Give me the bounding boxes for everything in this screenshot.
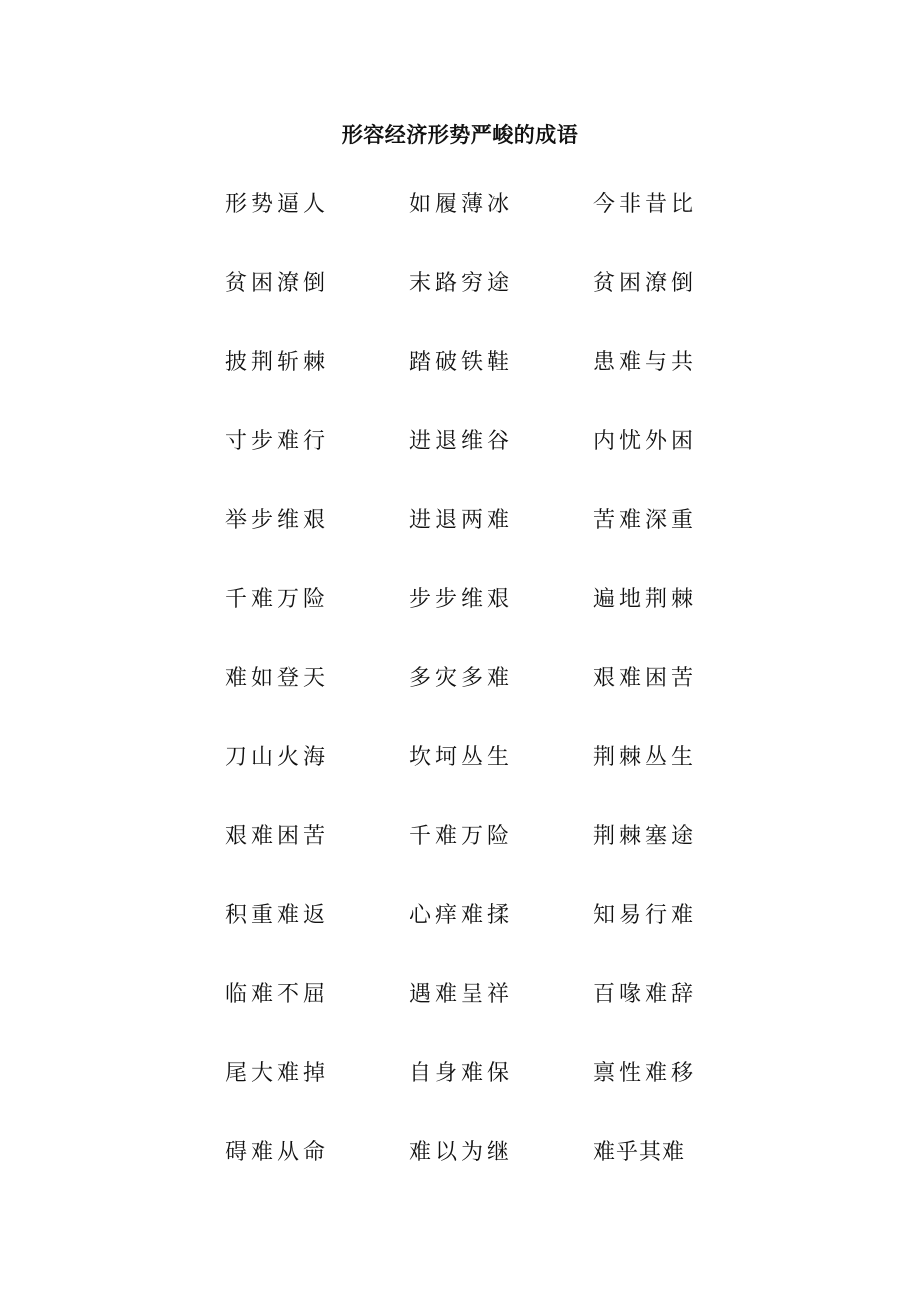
idiom-row [225, 662, 725, 741]
idiom: 自身难保 [409, 1061, 514, 1086]
idiom: 举步维艰 [225, 508, 330, 533]
idiom: 难以为继 [409, 1140, 514, 1165]
idiom-row [225, 504, 725, 583]
idiom: 心痒难揉 [409, 903, 514, 928]
document-title: 形容经济形势严峻的成语 [341, 123, 579, 147]
idiom: 遇难呈祥 [409, 982, 514, 1007]
idiom-row [225, 425, 725, 504]
idiom: 碍难从命 [225, 1140, 330, 1165]
idiom: 步步维艰 [409, 587, 514, 612]
idiom: 千难万险 [225, 587, 330, 612]
idiom: 末路穷途 [409, 271, 514, 296]
idiom: 刀山火海 [225, 745, 330, 770]
idiom: 难如登天 [225, 666, 330, 691]
idiom-row [225, 741, 725, 820]
idiom: 内忧外困 [593, 429, 698, 454]
idiom: 难乎其难 [593, 1140, 686, 1165]
idiom: 千难万险 [409, 824, 514, 849]
idiom: 尾大难掉 [225, 1061, 330, 1086]
idiom-list [225, 188, 725, 1215]
idiom-row [225, 346, 725, 425]
idiom: 荆棘丛生 [593, 745, 698, 770]
idiom: 形势逼人 [225, 192, 330, 217]
idiom: 积重难返 [225, 903, 330, 928]
idiom: 贫困潦倒 [225, 271, 330, 296]
idiom: 遍地荆棘 [593, 587, 698, 612]
idiom: 患难与共 [593, 350, 698, 375]
idiom-row [225, 267, 725, 346]
idiom-row [225, 978, 725, 1057]
idiom: 进退两难 [409, 508, 514, 533]
idiom-row [225, 820, 725, 899]
idiom: 百喙难辞 [593, 982, 698, 1007]
idiom-row [225, 583, 725, 662]
idiom: 多灾多难 [409, 666, 514, 691]
idiom: 知易行难 [593, 903, 698, 928]
idiom: 荆棘塞途 [593, 824, 698, 849]
idiom: 艰难困苦 [593, 666, 698, 691]
idiom-row [225, 1136, 725, 1215]
idiom: 如履薄冰 [409, 192, 514, 217]
idiom-row [225, 1057, 725, 1136]
idiom: 踏破铁鞋 [409, 350, 514, 375]
idiom: 披荆斩棘 [225, 350, 330, 375]
idiom: 禀性难移 [593, 1061, 698, 1086]
idiom-row [225, 188, 725, 267]
idiom: 贫困潦倒 [593, 271, 698, 296]
idiom: 艰难困苦 [225, 824, 330, 849]
idiom: 坎坷丛生 [409, 745, 514, 770]
idiom: 临难不屈 [225, 982, 330, 1007]
idiom-row [225, 899, 725, 978]
idiom: 苦难深重 [593, 508, 698, 533]
idiom: 寸步难行 [225, 429, 330, 454]
idiom: 今非昔比 [593, 192, 698, 217]
idiom: 进退维谷 [409, 429, 514, 454]
